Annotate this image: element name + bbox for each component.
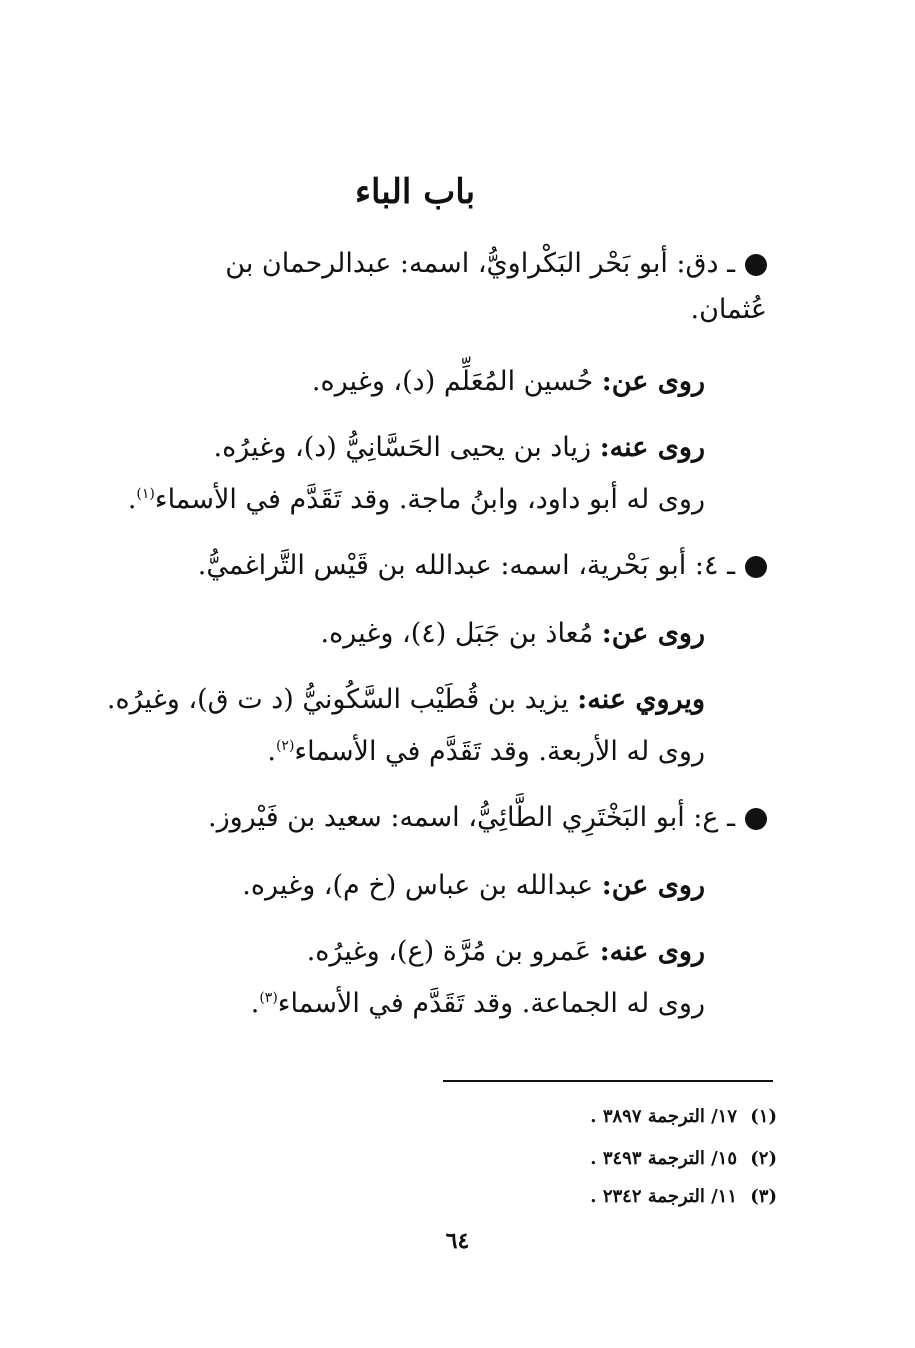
bullet-icon	[745, 254, 767, 276]
footnote-3: (٣)١١/ الترجمة ٢٣٤٢ .	[590, 1186, 777, 1207]
entry-3-rawi-an: روى عن: عبدالله بن عباس (خ م)، وغيره.	[242, 870, 705, 901]
entry-2-rawa-lahu: روى له الأربعة. وقد تَقَدَّم في الأسماء$^{(٢)}$.	[267, 736, 705, 767]
entry-3-rawi-anhu: روى عنه: عَمرو بن مُرَّة (ع)، وغيرُه.	[306, 936, 705, 967]
bullet-icon	[745, 556, 767, 578]
footnote-2: (٢)١٥/ الترجمة ٣٤٩٣ .	[590, 1148, 777, 1169]
entry-3-header-line-1: ـ ع: أبو البَخْتَرِي الطَّائِيُّ، اسمه: سعيد بن فَيْروز.	[67, 798, 767, 838]
bullet-icon	[745, 808, 767, 830]
entry-1-rawa-lahu: روى له أبو داود، وابنُ ماجة. وقد تَقَدَّم في الأسماء$^{(١)}$.	[127, 484, 705, 515]
entry-3-rawa-lahu: روى له الجماعة. وقد تَقَدَّم في الأسماء$^{(٣)}$.	[250, 988, 705, 1019]
page-number: ٦٤	[445, 1228, 470, 1254]
entry-1-rawi-anhu: روى عنه: زياد بن يحيى الحَسَّانِيُّ (د)، وغيرُه.	[213, 432, 705, 463]
chapter-title: باب الباء	[354, 172, 476, 212]
footnote-divider	[443, 1080, 773, 1082]
entry-1-rawi-an: روى عن: حُسين المُعَلِّم (د)، وغيره.	[311, 366, 705, 397]
footnote-ref[interactable]: (٣)	[259, 990, 278, 1006]
entry-2-header-line-1: ـ ٤: أبو بَحْرية، اسمه: عبدالله بن قَيْس التَّراغميُّ.	[67, 546, 767, 586]
footnote-ref[interactable]: (١)	[136, 486, 155, 502]
entry-2-rawi-anhu: ويروي عنه: يزيد بن قُطَيْب السَّكُونيُّ (د ت ق)، وغيرُه.	[106, 684, 705, 715]
footnote-ref[interactable]: (٢)	[275, 738, 295, 754]
entry-1-header-line-1: ـ دق: أبو بَحْر البَكْراويُّ، اسمه: عبدالرحمان بن	[67, 244, 767, 284]
entry-2-rawi-an: روى عن: مُعاذ بن جَبَل (٤)، وغيره.	[320, 618, 705, 649]
footnote-1: (١)١٧/ الترجمة ٣٨٩٧ .	[590, 1106, 777, 1127]
entry-1-header-line-2: عُثمان.	[690, 294, 767, 325]
